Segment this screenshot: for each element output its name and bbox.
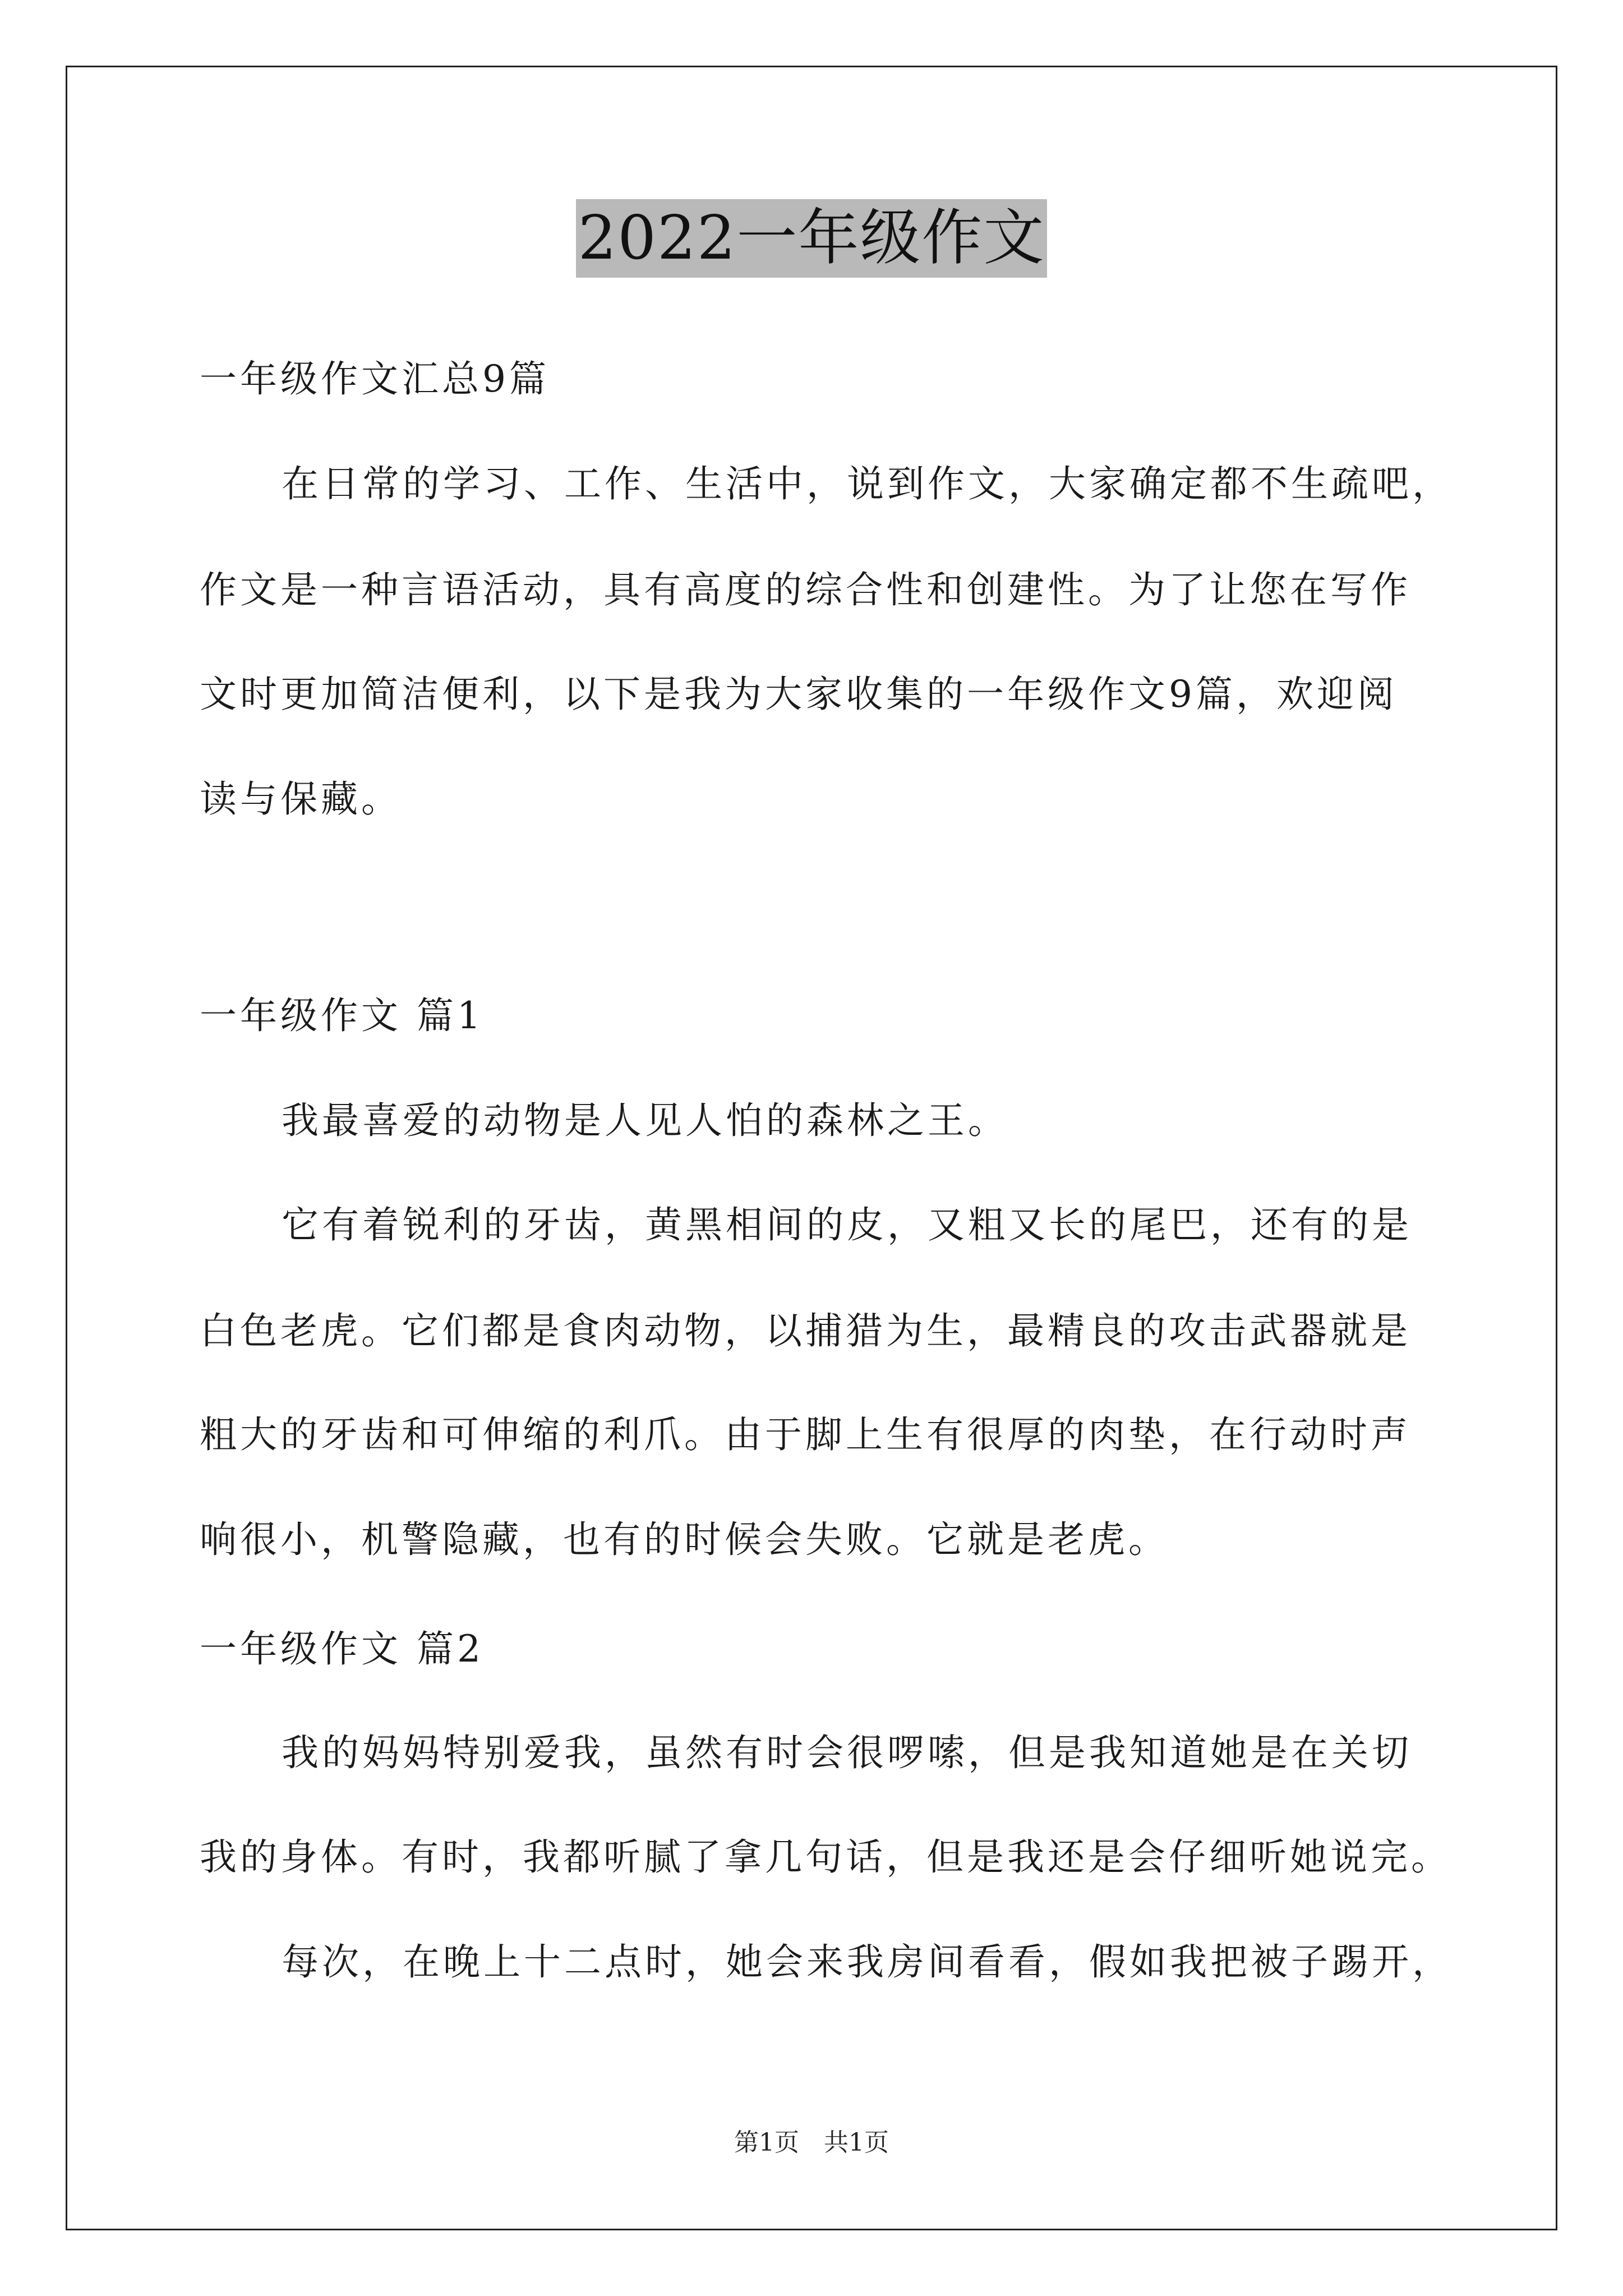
paragraph-line: 响很小，机警隐藏，也有的时候会失败。它就是老虎。 [200, 1518, 1169, 1561]
document-title: 2022一年级作文 [576, 199, 1048, 278]
paragraph-line: 我的妈妈特别爱我，虽然有时会很啰嗦，但是我知道她是在关切 [282, 1731, 1412, 1774]
intro-line: 读与保藏。 [200, 777, 402, 821]
paragraph-line: 白色老虎。它们都是食肉动物，以捕猎为生，最精良的攻击武器就是 [200, 1309, 1411, 1352]
paragraph-line: 粗大的牙齿和可伸缩的利爪。由于脚上生有很厚的肉垫，在行动时声 [200, 1413, 1411, 1456]
paragraph-line: 它有着锐利的牙齿，黄黑相间的皮，又粗又长的尾巴，还有的是 [282, 1203, 1412, 1246]
document-subtitle: 一年级作文汇总9篇 [200, 357, 550, 401]
section-heading: 一年级作文 篇1 [200, 994, 484, 1037]
title-container [0, 199, 1623, 278]
paragraph-line: 我最喜爱的动物是人见人怕的森林之王。 [282, 1099, 1008, 1142]
intro-line: 文时更加简洁便利，以下是我为大家收集的一年级作文9篇，欢迎阅 [200, 673, 1398, 716]
paragraph-line: 每次，在晚上十二点时，她会来我房间看看，假如我把被子踢开， [282, 1940, 1453, 1984]
intro-line: 在日常的学习、工作、生活中，说到作文，大家确定都不生疏吧， [282, 462, 1453, 505]
paragraph-line: 我的身体。有时，我都听腻了拿几句话，但是我还是会仔细听她说完。 [200, 1835, 1451, 1879]
intro-line: 作文是一种言语活动，具有高度的综合性和创建性。为了让您在写作 [200, 568, 1411, 611]
page-footer: 第1页 共1页 [734, 2128, 889, 2157]
section-heading: 一年级作文 篇2 [200, 1627, 484, 1671]
